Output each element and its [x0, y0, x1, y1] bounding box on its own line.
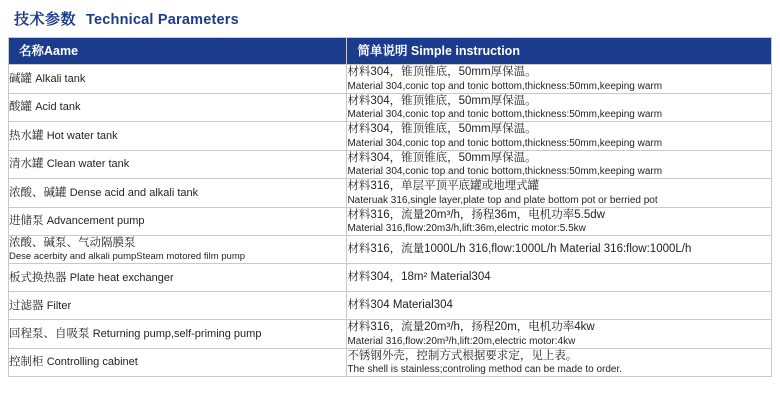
table-header [9, 38, 772, 65]
description-en: Material 316,flow:20m3/h,lift:36m,electric motor:5.5kw [347, 223, 586, 234]
item-name-en: Returning pump,self-priming pump [92, 327, 262, 340]
item-name-cn: 浓酸、碱泵、气动隔膜泵 [9, 237, 136, 249]
item-name-cn: 酸罐 [9, 101, 32, 114]
cell-description [347, 264, 772, 292]
table-row [9, 236, 772, 264]
item-name-cn: 板式换热器 [9, 271, 67, 284]
cell-name [9, 122, 347, 151]
cell-name [9, 348, 347, 377]
table-row [9, 348, 772, 377]
description-cn: 材料316，流量20m³/h，扬程36m，电机功率5.5dw [347, 208, 605, 221]
description-en: Material 304,conic top and tonic bottom,thickness:50mm,keeping warm [347, 137, 663, 149]
cell-name [9, 179, 347, 208]
cell-description [347, 150, 772, 179]
item-name-cn: 清水罐 [9, 158, 44, 171]
cell-name [9, 207, 347, 236]
item-name-en: Alkali tank [35, 72, 86, 85]
cell-description [347, 292, 772, 320]
item-name-en: Controlling cabinet [46, 356, 138, 369]
table-row [9, 320, 772, 349]
column-header-name-label: 名称Aame [19, 44, 79, 58]
table-header-row [9, 38, 772, 65]
cell-name [9, 264, 347, 292]
cell-name [9, 292, 347, 320]
item-name-cn: 热水罐 [9, 129, 44, 142]
cell-name [9, 93, 347, 122]
cell-description [347, 348, 772, 377]
description-cn: 材料304，锥顶锥底，50mm厚保温。 [347, 94, 537, 107]
description-cn: 材料316，流量1000L/h 316,flow:1000L/h Material 316:flow:1000L/h [347, 243, 692, 256]
table-row [9, 264, 772, 292]
item-name-cn: 控制柜 [9, 356, 44, 369]
description-en: Material 304,conic top and tonic bottom,thickness:50mm,keeping warm [347, 109, 663, 120]
description-cn: 材料304 Material304 [347, 299, 453, 312]
cell-name [9, 320, 347, 349]
cell-name [9, 150, 347, 179]
description-cn: 不锈钢外壳，控制方式根据要求定，见上表。 [347, 349, 578, 362]
description-cn: 材料304，锥顶锥底，50mm厚保温。 [347, 66, 537, 78]
cell-description [347, 320, 772, 349]
item-name-en: Clean water tank [46, 158, 130, 171]
cell-description [347, 179, 772, 208]
description-cn: 材料316，流量20m³/h，扬程20m，电机功率4kw [347, 321, 595, 333]
item-name-en: Plate heat exchanger [69, 271, 174, 284]
table-row [9, 207, 772, 236]
description-cn: 材料304，锥顶锥底，50mm厚保温。 [347, 123, 537, 135]
description-cn: 材料304，锥顶锥底，50mm厚保温。 [347, 151, 537, 164]
table-row [9, 122, 772, 151]
item-name-cn: 进储泵 [9, 215, 44, 228]
description-en: Nateruak 316,single layer,plate top and plate bottom pot or berried pot [347, 194, 658, 206]
item-name-en: Acid tank [35, 101, 81, 114]
table-row [9, 93, 772, 122]
item-name-en: Dense acid and alkali tank [69, 186, 199, 199]
cell-description [347, 122, 772, 151]
item-name-cn: 浓酸、碱罐 [9, 186, 67, 199]
description-en: Material 304,conic top and tonic bottom,thickness:50mm,keeping warm [347, 80, 663, 92]
table-row [9, 292, 772, 320]
table-row [9, 179, 772, 208]
table-row [9, 150, 772, 179]
cell-description [347, 65, 772, 94]
column-header-name [9, 38, 347, 65]
technical-parameters-table [8, 37, 772, 377]
table-row [9, 65, 772, 94]
column-header-description-label: 简单说明 Simple instruction [357, 44, 520, 58]
item-name-en: Filter [46, 299, 72, 312]
description-cn: 材料304，18m² Material304 [347, 271, 491, 284]
table-body [9, 65, 772, 377]
description-cn: 材料316，单层平顶平底罐或地埋式罐 [347, 180, 540, 192]
cell-description [347, 236, 772, 264]
description-en: Material 316,flow:20m³/h,lift:20m,electric motor:4kw [347, 335, 576, 347]
item-name-en: Advancement pump [46, 215, 145, 228]
item-name-en: Hot water tank [46, 129, 118, 142]
item-name-sub: Dese acerbity and alkali pumpSteam motored film pump [9, 251, 246, 262]
description-en: The shell is stainless;controling method can be made to order. [347, 364, 623, 375]
item-name-cn: 过滤器 [9, 299, 44, 312]
cell-name [9, 65, 347, 94]
item-name-cn: 碱罐 [9, 72, 32, 85]
item-name-cn: 回程泵、自吸泵 [9, 327, 90, 340]
page-title-cn: 技术参数 [14, 11, 77, 28]
cell-description [347, 207, 772, 236]
description-en: Material 304,conic top and tonic bottom,thickness:50mm,keeping warm [347, 166, 663, 177]
page-title [0, 0, 780, 37]
column-header-description [347, 38, 772, 65]
cell-name [9, 236, 347, 264]
page-title-en: Technical Parameters [86, 12, 239, 28]
cell-description [347, 93, 772, 122]
